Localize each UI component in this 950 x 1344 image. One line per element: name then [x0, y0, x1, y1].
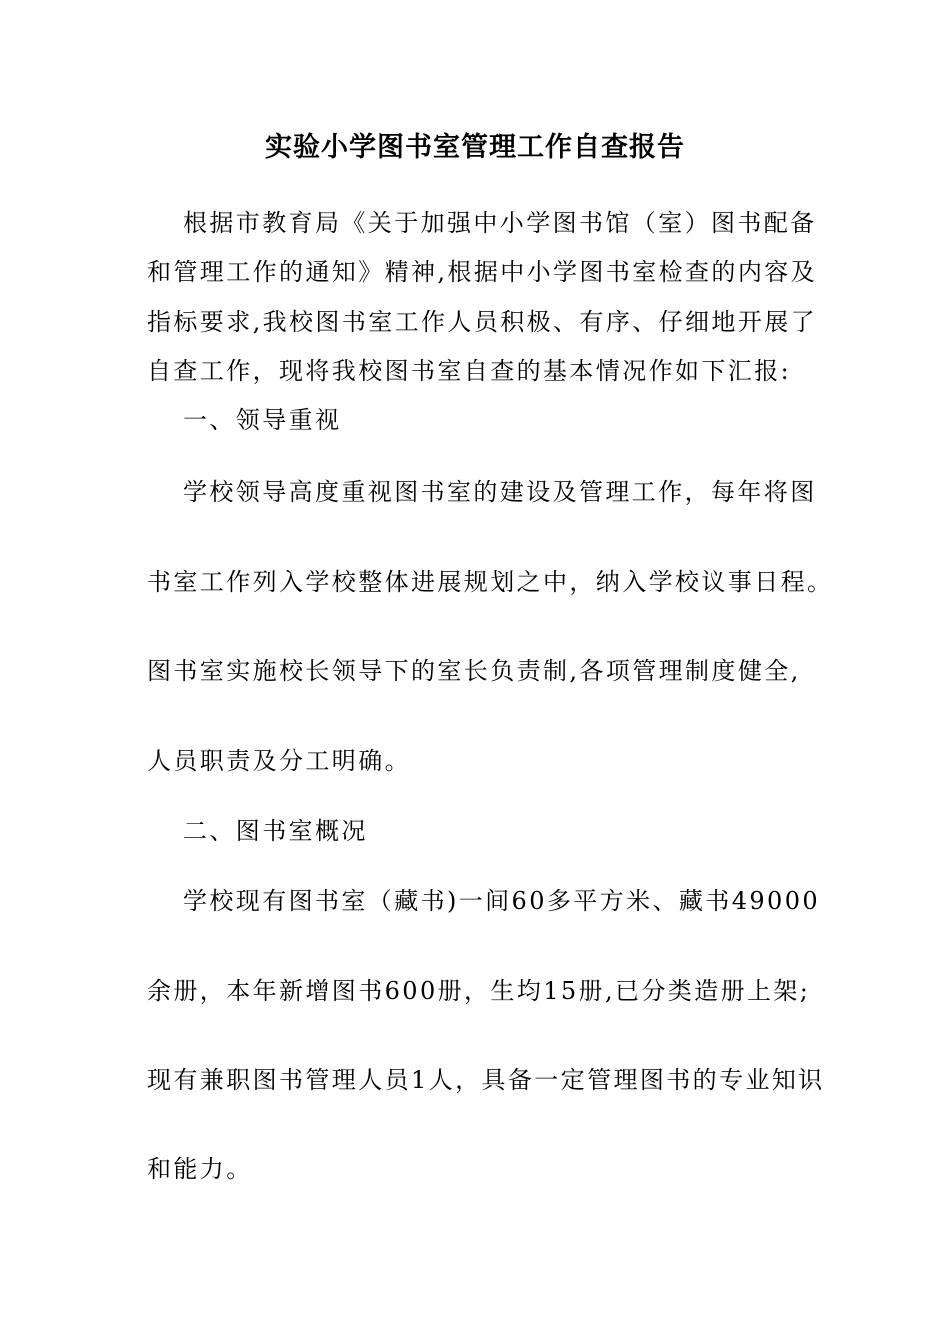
section-heading-overview: 二、图书室概况 — [183, 817, 368, 845]
section1-line-1: 学校领导高度重视图书室的建设及管理工作，每年将图 — [183, 478, 817, 506]
section1-line-2: 书室工作列入学校整体进展规划之中，纳入学校议事日程。 — [147, 568, 834, 596]
intro-line-2: 和管理工作的通知》精神,根据中小学图书室检查的内容及 — [147, 258, 818, 286]
document-title: 实验小学图书室管理工作自查报告 — [265, 132, 685, 163]
intro-line-3: 指标要求,我校图书室工作人员积极、有序、仔细地开展了 — [147, 308, 818, 336]
section1-line-4: 人员职责及分工明确。 — [147, 747, 411, 775]
section2-line-2: 余册，本年新增图书600册，生均15册,已分类造册上架; — [147, 977, 811, 1005]
section-heading-leadership: 一、领导重视 — [183, 406, 342, 434]
section2-line-4: 和能力。 — [147, 1155, 253, 1183]
section2-line-1: 学校现有图书室（藏书)一间60多平方米、藏书49000 — [183, 887, 821, 915]
section1-line-3: 图书室实施校长领导下的室长负责制,各项管理制度健全, — [147, 657, 801, 685]
intro-line-4: 自查工作，现将我校图书室自查的基本情况作如下汇报: — [147, 357, 792, 385]
section2-line-3: 现有兼职图书管理人员1人，具备一定管理图书的专业知识 — [147, 1066, 825, 1094]
intro-line-1: 根据市教育局《关于加强中小学图书馆（室）图书配备 — [183, 209, 817, 237]
